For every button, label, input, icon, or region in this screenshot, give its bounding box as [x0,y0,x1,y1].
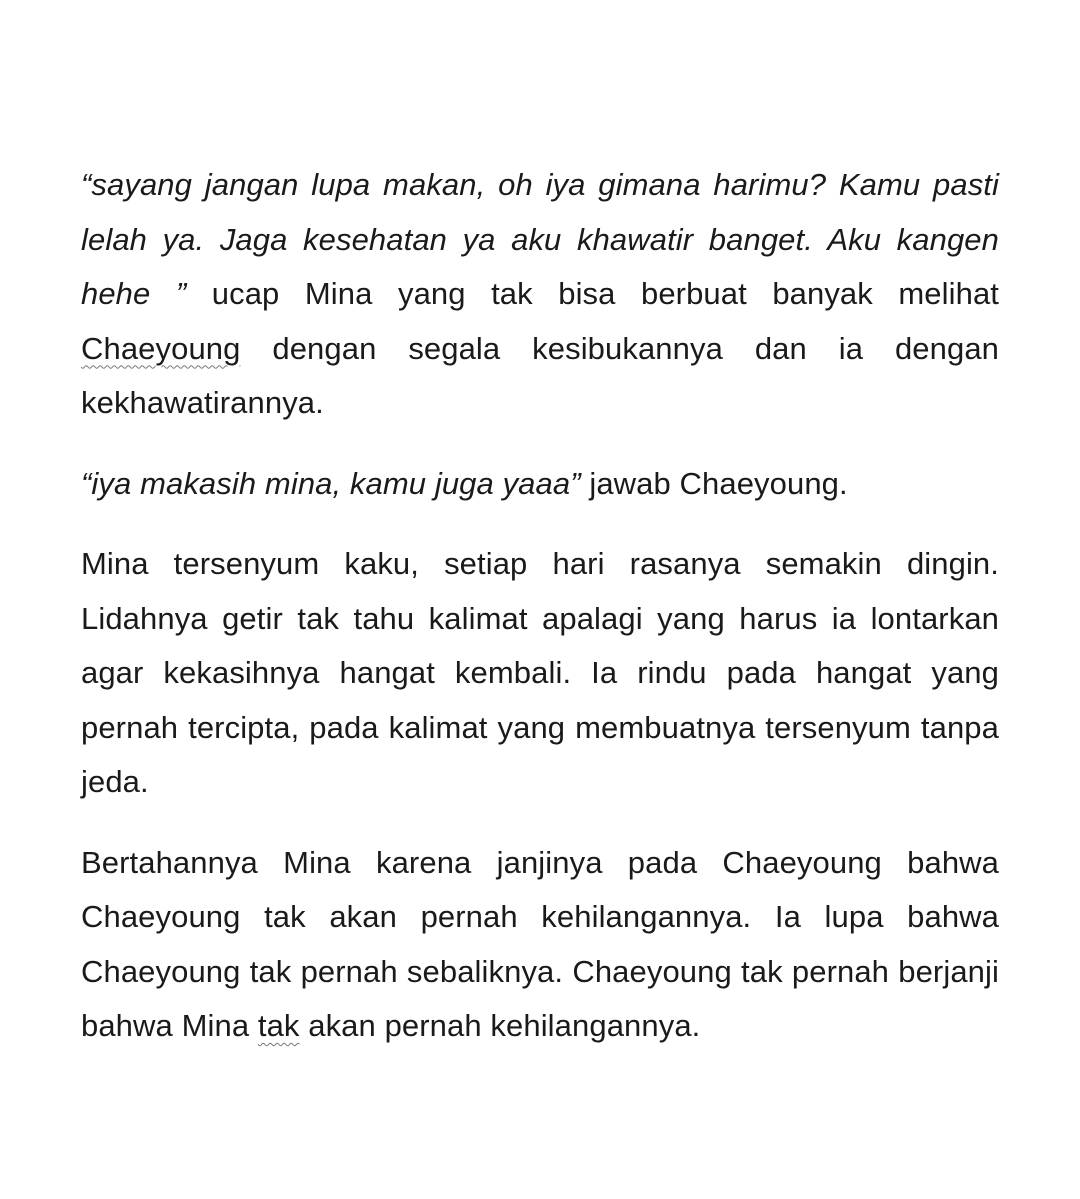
narration-text: Mina tersenyum kaku, setiap hari rasanya semakin dingin. Lidahnya getir tak tahu kalimat apalagi yang harus ia lontarkan agar kekasihnya hangat kembali. Ia rindu pada hangat yang pernah tercipta, pada kalimat yang membuatnya tersenyum tanpa jeda. [81,546,999,799]
paragraph-4 [81,836,999,1054]
narration-text: akan pernah kehilangannya. [299,1008,701,1043]
narration-text: ucap Mina yang tak bisa berbuat banyak melihat [186,276,999,311]
narration-text: jawab Chaeyoung. [580,465,848,501]
document-page [81,158,999,1054]
narration-text: Bertahannya Mina karena janjinya pada Chaeyoung bahwa Chaeyoung tak akan pernah kehilangannya. Ia lupa bahwa Chaeyoung tak pernah sebaliknya. Chaeyoung tak pernah berjanji bahwa Mina [81,844,999,1043]
paragraph-3 [81,537,999,810]
dialogue-quote-chaeyoung: “iya makasih mina, kamu juga yaaa” [81,465,581,501]
spellcheck-flagged-word[interactable]: tak [257,1008,300,1043]
dialogue-quote-mina: “sayang jangan lupa makan, oh iya gimana harimu? Kamu pasti lelah ya. Jaga kesehatan ya aku khawatir banget. Aku kangen hehe ” [81,167,999,311]
narration-text: dengan segala kesibukannya dan ia dengan kekhawatirannya. [81,330,999,420]
paragraph-1 [81,158,999,431]
paragraph-2 [81,457,999,512]
spellcheck-flagged-word[interactable]: Chaeyoung [81,330,241,366]
